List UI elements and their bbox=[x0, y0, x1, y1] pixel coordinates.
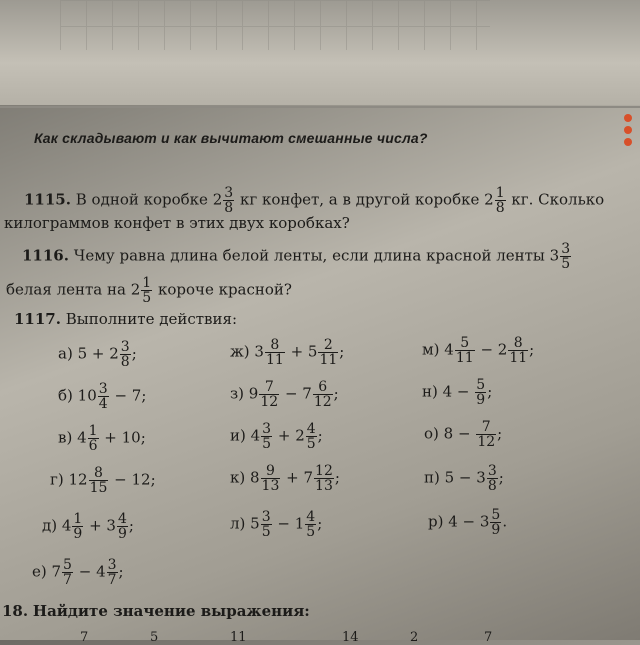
problem-1118 bbox=[2, 602, 310, 620]
problem-text: Выполните действия: bbox=[65, 310, 237, 328]
exercise-item: р) 4 − 3 $\frac{5}{9}$ . bbox=[428, 507, 508, 538]
exercise-item: ж) 3 $\frac{8}{11}$ + 5 $\frac{2}{11}$ ; bbox=[230, 337, 345, 368]
problem-1116 bbox=[22, 242, 572, 271]
problem-1116-line2 bbox=[6, 276, 292, 305]
problem-text: белая лента на 2 bbox=[6, 280, 141, 299]
fraction: $\frac{3}{8}$ bbox=[224, 185, 234, 216]
exercise-item: е) 7 $\frac{5}{7}$ − 4 $\frac{3}{7}$ ; bbox=[32, 557, 124, 588]
grid-paper bbox=[60, 0, 490, 50]
problem-number: 1115. bbox=[24, 190, 71, 209]
problem-number: 1117. bbox=[14, 310, 61, 328]
problem-number: 18. bbox=[2, 602, 29, 620]
exercise-item: м) 4 $\frac{5}{11}$ − 2 $\frac{8}{11}$ ; bbox=[422, 335, 535, 366]
problem-number: 1116. bbox=[22, 246, 69, 265]
problem-1117 bbox=[14, 310, 237, 328]
exercise-item: г) 12 $\frac{8}{15}$ − 12; bbox=[50, 465, 156, 496]
decorative-dots-icon bbox=[620, 110, 636, 150]
fraction: $\frac{1}{5}$ bbox=[142, 275, 152, 306]
exercise-item: з) 9 $\frac{7}{12}$ − 7 $\frac{6}{12}$ ; bbox=[230, 379, 339, 410]
problem-1115 bbox=[24, 186, 604, 215]
problem-text: килограммов конфет в этих двух коробках? bbox=[4, 214, 350, 232]
exercise-item: б) 10 $\frac{3}{4}$ − 7; bbox=[58, 381, 147, 412]
page-fold bbox=[0, 106, 640, 108]
previous-page-edge bbox=[0, 0, 640, 105]
exercise-item: в) 4 $\frac{1}{6}$ + 10; bbox=[58, 423, 146, 454]
problem-text: кг конфет, а в другой коробке 2 bbox=[239, 190, 494, 209]
problem-text: короче красной? bbox=[157, 280, 292, 299]
exercise-item: л) 5 $\frac{3}{5}$ − 1 $\frac{4}{5}$ ; bbox=[230, 509, 323, 540]
exercise-item: о) 8 − $\frac{7}{12}$ ; bbox=[424, 419, 503, 450]
problem-text: кг. Сколько bbox=[511, 190, 605, 209]
exercise-item: и) 4 $\frac{3}{5}$ + 2 $\frac{4}{5}$ ; bbox=[230, 421, 323, 452]
exercise-item: а) 5 + 2 $\frac{3}{8}$ ; bbox=[58, 339, 137, 370]
problem-text: В одной коробке 2 bbox=[75, 190, 223, 209]
exercise-item: п) 5 − 3 $\frac{3}{8}$ ; bbox=[424, 463, 504, 494]
exercise-item: к) 8 $\frac{9}{13}$ + 7 $\frac{12}{13}$ ; bbox=[230, 463, 340, 494]
section-title: Как складывают и как вычитают смешанные числа? bbox=[34, 130, 428, 146]
problem-text: Чему равна длина белой ленты, если длина красной ленты 3 bbox=[73, 246, 560, 265]
problem-text: Найдите значение выражения: bbox=[32, 602, 310, 620]
exercise-item: н) 4 − $\frac{5}{9}$ ; bbox=[422, 377, 493, 408]
fraction: $\frac{3}{5}$ bbox=[561, 241, 571, 272]
exercise-item: д) 4 $\frac{1}{9}$ + 3 $\frac{4}{9}$ ; bbox=[42, 511, 134, 542]
fraction: $\frac{1}{8}$ bbox=[495, 185, 505, 216]
